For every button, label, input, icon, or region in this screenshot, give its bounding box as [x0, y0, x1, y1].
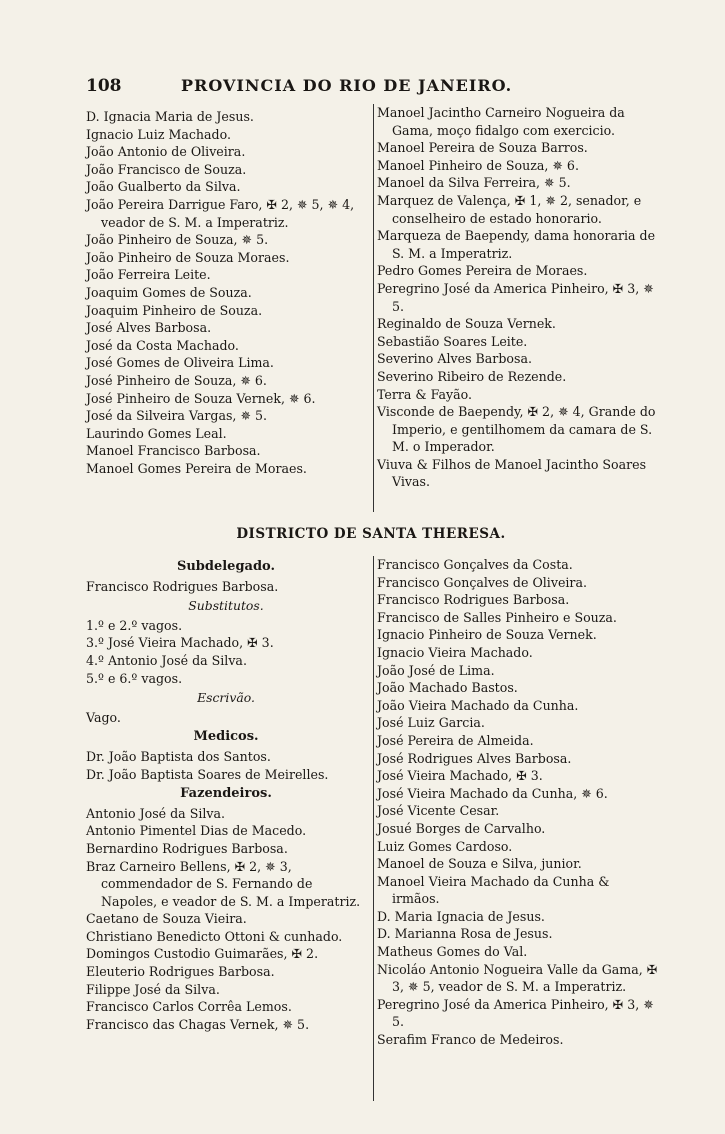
list-entry: João Machado Bastos. — [377, 680, 518, 696]
list-entry: Francisco Carlos Corrêa Lemos. — [86, 999, 292, 1015]
bottom-right-column — [373, 556, 659, 1101]
list-entry: Pedro Gomes Pereira de Moraes. — [377, 263, 588, 279]
top-left-column — [86, 108, 366, 477]
list-entry: D. Marianna Rosa de Jesus. — [377, 926, 553, 942]
list-entry: Peregrino José da America Pinheiro, ✠ 3, ✵ 5. — [377, 280, 654, 314]
section-title: DISTRICTO DE SANTA THERESA. — [236, 526, 506, 542]
list-entry: D. Ignacia Maria de Jesus. — [86, 109, 254, 124]
list-entry: Antonio Pimentel Dias de Macedo. — [86, 823, 307, 839]
list-entry: Josué Borges de Carvalho. — [377, 820, 546, 836]
list-entry: Braz Carneiro Bellens, ✠ 2, ✵ 3, commendador de S. Fernando de Napoles, e veador de S. M. a Imperatriz. — [86, 858, 361, 909]
list-entry: Caetano de Souza Vieira. — [86, 911, 247, 927]
list-entry: Manoel Pinheiro de Souza, ✵ 6. — [377, 157, 579, 173]
list-entry: Luiz Gomes Cardoso. — [377, 838, 513, 854]
list-entry: José Luiz Garcia. — [377, 715, 485, 731]
list-entry: José Vieira Machado da Cunha, ✵ 6. — [377, 785, 608, 801]
list-entry: Francisco de Salles Pinheiro e Souza. — [377, 609, 617, 625]
list-entry: Francisco das Chagas Vernek, ✵ 5. — [86, 1016, 310, 1032]
escrivao-name: Vago. — [86, 709, 121, 725]
list-entry: José Pinheiro de Souza, ✵ 6. — [86, 372, 267, 388]
list-entry: João José de Lima. — [377, 662, 495, 678]
list-entry: João Francisco de Souza. — [86, 161, 247, 177]
list-entry: Manoel da Silva Ferreira, ✵ 5. — [377, 175, 571, 191]
list-entry: D. Maria Ignacia de Jesus. — [377, 908, 545, 924]
list-entry: Matheus Gomes do Val. — [377, 944, 528, 960]
list-entry: Manoel Vieira Machado da Cunha & irmãos. — [377, 873, 610, 907]
medicos-heading: Medicos. — [193, 729, 259, 745]
list-entry: 3.º José Vieira Machado, ✠ 3. — [86, 635, 274, 651]
list-entry: José Pinheiro de Souza Vernek, ✵ 6. — [86, 390, 316, 406]
list-entry: Manoel Pereira de Souza Barros. — [377, 140, 588, 156]
subdelegado-name: Francisco Rodrigues Barbosa. — [86, 578, 279, 594]
list-entry: Bernardino Rodrigues Barbosa. — [86, 840, 288, 856]
list-entry: Manoel de Souza e Silva, junior. — [377, 856, 582, 872]
substitutos-list — [86, 617, 366, 687]
list-entry: 5.º e 6.º vagos. — [86, 670, 183, 686]
list-entry: José Gomes de Oliveira Lima. — [86, 355, 274, 371]
bottom-left-column — [86, 556, 366, 1033]
list-entry: Eleuterio Rodrigues Barbosa. — [86, 964, 275, 980]
list-entry: Dr. João Baptista dos Santos. — [86, 748, 271, 764]
list-entry: João Gualberto da Silva. — [86, 179, 241, 195]
list-entry: José Vieira Machado, ✠ 3. — [377, 768, 543, 784]
list-entry: Joaquim Pinheiro de Souza. — [86, 302, 263, 318]
list-entry: Marqueza de Baependy, dama honoraria de S. M. a Imperatriz. — [377, 228, 656, 261]
list-entry: Severino Ribeiro de Rezende. — [377, 368, 567, 384]
list-entry: José Vicente Cesar. — [377, 803, 500, 819]
escrivao-heading: Escrivão. — [197, 690, 255, 706]
list-entry: José da Costa Machado. — [86, 337, 239, 353]
list-entry: João Pinheiro de Souza Moraes. — [86, 249, 290, 265]
list-entry: João Antonio de Oliveira. — [86, 144, 246, 160]
list-entry: Francisco Gonçalves da Costa. — [377, 557, 573, 572]
list-entry: João Vieira Machado da Cunha. — [377, 697, 579, 713]
list-entry: Dr. João Baptista Soares de Meirelles. — [86, 766, 329, 782]
list-entry: Ignacio Luiz Machado. — [86, 126, 231, 142]
running-title: PROVINCIA DO RIO DE JANEIRO. — [181, 76, 513, 95]
list-entry: Laurindo Gomes Leal. — [86, 425, 227, 441]
list-entry: Manoel Francisco Barbosa. — [86, 443, 261, 459]
list-entry: Viuva & Filhos de Manoel Jacintho Soares Vivas. — [377, 456, 647, 490]
list-entry: Visconde de Baependy, ✠ 2, ✵ 4, Grande do Imperio, e gentilhomem da camara de S. M. o Imperador. — [377, 404, 656, 455]
fazendeiros-heading: Fazendeiros. — [180, 786, 272, 802]
list-entry: Manoel Jacintho Carneiro Nogueira da Gama, moço fidalgo com exercicio. — [377, 105, 625, 138]
list-entry: Francisco Rodrigues Barbosa. — [377, 592, 570, 608]
list-entry: Filippe José da Silva. — [86, 981, 220, 997]
list-entry: Francisco Gonçalves de Oliveira. — [377, 574, 587, 590]
list-entry: Manoel Gomes Pereira de Moraes. — [86, 460, 307, 476]
list-entry: 1.º e 2.º vagos. — [86, 617, 183, 633]
list-entry: Terra & Fayão. — [377, 386, 473, 402]
list-entry: José Pereira de Almeida. — [377, 732, 534, 748]
list-entry: José Rodrigues Alves Barbosa. — [377, 750, 572, 766]
running-header — [86, 76, 661, 100]
substitutos-heading: Substitutos. — [188, 598, 264, 614]
medicos-list — [86, 748, 366, 783]
list-entry: José Alves Barbosa. — [86, 320, 212, 336]
list-entry: Serafim Franco de Medeiros. — [377, 1032, 564, 1048]
list-entry: Reginaldo de Souza Vernek. — [377, 316, 556, 332]
list-entry: Nicoláo Antonio Nogueira Valle da Gama, ✠ 3, ✵ 5, veador de S. M. a Imperatriz. — [377, 961, 658, 995]
list-entry: Domingos Custodio Guimarães, ✠ 2. — [86, 946, 319, 962]
list-entry: Peregrino José da America Pinheiro, ✠ 3, ✵ 5. — [377, 996, 654, 1030]
list-entry: Marquez de Valença, ✠ 1, ✵ 2, senador, e conselheiro de estado honorario. — [377, 192, 642, 226]
fazendeiros-list — [86, 805, 366, 1034]
list-entry: Severino Alves Barbosa. — [377, 351, 532, 367]
page-number: 108 — [86, 76, 122, 96]
list-entry: Ignacio Pinheiro de Souza Vernek. — [377, 627, 597, 643]
subdelegado-heading: Subdelegado. — [176, 559, 276, 574]
list-entry: João Pereira Darrigue Faro, ✠ 2, ✵ 5, ✵ 4, veador de S. M. a Imperatriz. — [86, 196, 355, 230]
top-right-column — [373, 104, 659, 512]
list-entry: Antonio José da Silva. — [86, 805, 226, 821]
list-entry: João Ferreira Leite. — [86, 267, 211, 283]
list-entry: Joaquim Gomes de Souza. — [86, 284, 252, 300]
list-entry: Sebastião Soares Leite. — [377, 333, 528, 349]
list-entry: João Pinheiro de Souza, ✵ 5. — [86, 232, 269, 248]
list-entry: Christiano Benedicto Ottoni & cunhado. — [86, 928, 343, 944]
list-entry: 4.º Antonio José da Silva. — [86, 652, 247, 668]
list-entry: Ignacio Vieira Machado. — [377, 644, 533, 660]
list-entry: José da Silveira Vargas, ✵ 5. — [86, 408, 268, 424]
